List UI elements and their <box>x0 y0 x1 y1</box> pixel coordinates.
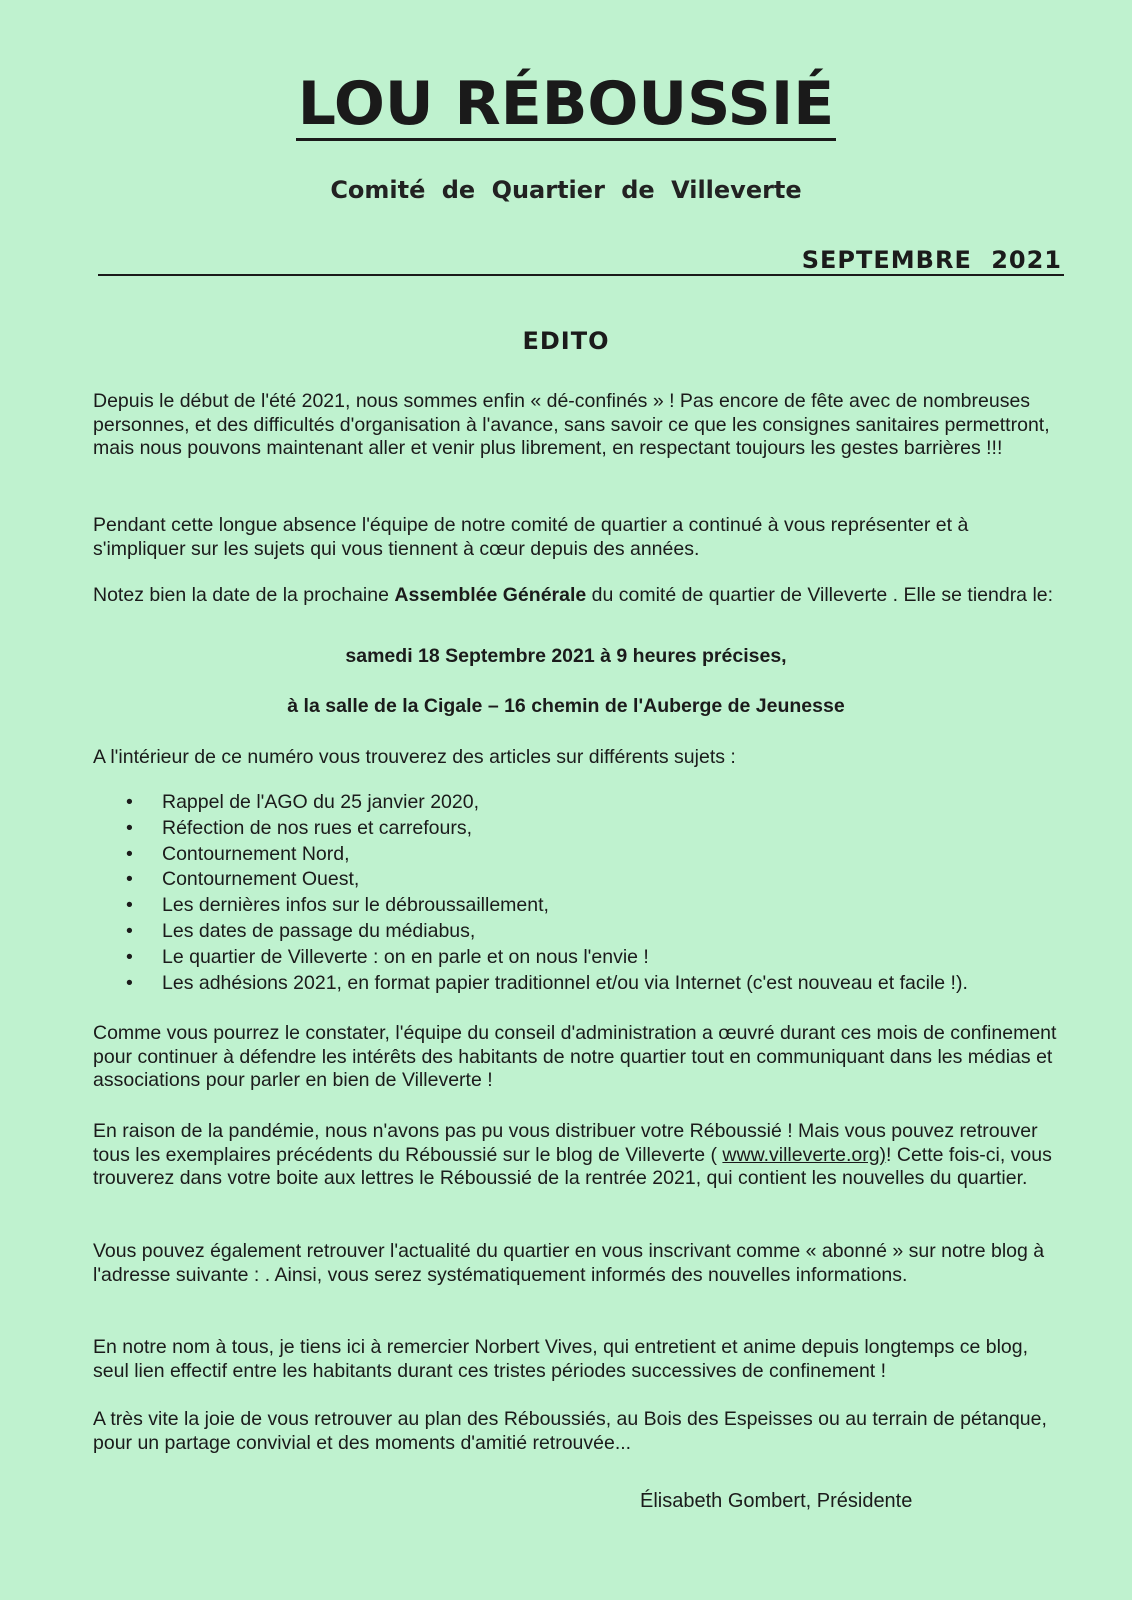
topics-list <box>124 790 968 996</box>
paragraph-text-part: En raison de la pandémie, nous n'avons pas pu vous distribuer votre Réboussié ! Mais vous pouvez retrouver tous les exemplaires précédents du Réboussié sur le blog de Villeverte ( <box>93 1120 1038 1166</box>
paragraph-6 <box>93 1240 1065 1287</box>
paragraph-4 <box>93 1022 1065 1093</box>
paragraph-text <box>93 1120 1065 1191</box>
paragraph-1 <box>93 390 1065 461</box>
section-heading: EDITO <box>522 327 610 355</box>
bullet-icon: • <box>126 971 133 994</box>
list-item <box>124 790 968 816</box>
list-item-text: Contournement Nord, <box>162 842 350 865</box>
list-item-text: Réfection de nos rues et carrefours, <box>162 816 472 839</box>
bullet-icon: • <box>126 842 133 865</box>
paragraph-text-part: Notez bien la date de la prochaine <box>93 584 395 606</box>
meeting-place: à la salle de la Cigale – 16 chemin de l'Auberge de Jeunesse <box>287 695 845 717</box>
list-item <box>124 893 968 919</box>
paragraph-text: Comme vous pourrez le constater, l'équipe du conseil d'administration a œuvré durant ces mois de confinement pour continuer à défendre les intérêts des habitants de notre quartier tout en communiquant dans les médias et associations pour parler en bien de Villeverte ! <box>93 1022 1057 1091</box>
paragraph-8 <box>93 1408 1065 1455</box>
list-item <box>124 945 968 971</box>
list-item <box>124 842 968 868</box>
issue-date: SEPTEMBRE 2021 <box>801 246 1062 274</box>
bullet-icon: • <box>126 791 133 813</box>
bullet-icon: • <box>126 945 133 968</box>
list-intro <box>93 746 1065 770</box>
bullet-icon: • <box>126 894 133 917</box>
bullet-icon: • <box>126 919 133 942</box>
list-item-text: Contournement Ouest, <box>162 868 360 891</box>
paragraph-text: En notre nom à tous, je tiens ici à remercier Norbert Vives, qui entretient et anime depuis longtemps ce blog, seul lien effectif entre les habitants durant ces tristes périodes successives de confinement ! <box>93 1336 1029 1382</box>
newsletter-title: LOU RÉBOUSSIÉ <box>297 69 835 139</box>
meeting-date: samedi 18 Septembre 2021 à 9 heures précises, <box>345 645 787 667</box>
bullet-icon: • <box>126 868 133 891</box>
blog-link[interactable]: www.villeverte.org) <box>722 1143 887 1166</box>
list-item <box>124 971 968 997</box>
newsletter-subtitle: Comité de Quartier de Villeverte <box>330 176 802 204</box>
list-item-text: Les dernières infos sur le débroussaillement, <box>162 894 549 917</box>
list-item <box>124 867 968 893</box>
assembly-emphasis: Assemblée Générale <box>394 584 587 606</box>
paragraph-text: Depuis le début de l'été 2021, nous sommes enfin « dé-confinés » ! Pas encore de fête avec de nombreuses personnes, et des difficultés d'organisation à l'avance, sans savoir ce que les consignes sanitaires permettront, mais nous pouvons maintenant aller et venir plus librement, en respectant toujours les gestes barrières !!! <box>93 390 1050 459</box>
bullet-icon: • <box>126 816 133 839</box>
signature: Élisabeth Gombert, Présidente <box>640 1490 913 1512</box>
paragraph-text: A très vite la joie de vous retrouver au plan des Réboussiés, au Bois des Espeisses ou au terrain de pétanque, pour un partage convivial et des moments d'amitié retrouvée... <box>93 1408 1047 1454</box>
paragraph-text-part: du comité de quartier de Villeverte . Elle se tiendra le: <box>586 584 1054 606</box>
list-item-text: Le quartier de Villeverte : on en parle et on nous l'envie ! <box>162 945 649 968</box>
list-item-text: Rappel de l'AGO du 25 janvier 2020, <box>162 791 480 813</box>
list-item-text: Les adhésions 2021, en format papier traditionnel et/ou via Internet (c'est nouveau et facile !). <box>162 971 968 994</box>
paragraph-2 <box>93 514 1065 561</box>
date-rule <box>98 274 1064 276</box>
paragraph-text: A l'intérieur de ce numéro vous trouverez des articles sur différents sujets : <box>93 746 736 768</box>
paragraph-3 <box>93 584 1065 608</box>
paragraph-text-part: ! Cette fois-ci, vous trouverez dans votre boite aux lettres le Réboussié de la rentrée 2021, qui contient les nouvelles du quartier. <box>93 1143 1052 1189</box>
paragraph-text <box>93 584 1065 608</box>
paragraph-7 <box>93 1336 1065 1383</box>
masthead <box>0 69 1132 141</box>
list-item-text: Les dates de passage du médiabus, <box>162 919 476 942</box>
paragraph-text: Pendant cette longue absence l'équipe de notre comité de quartier a continué à vous représenter et à s'impliquer sur les sujets qui vous tiennent à cœur depuis des années. <box>93 514 969 560</box>
list-item <box>124 816 968 842</box>
paragraph-text: Vous pouvez également retrouver l'actualité du quartier en vous inscrivant comme « abonné » sur notre blog à l'adresse suivante : . Ainsi, vous serez systématiquement informés des nouvelles informations. <box>93 1240 1045 1286</box>
list-item <box>124 919 968 945</box>
paragraph-5 <box>93 1120 1065 1191</box>
